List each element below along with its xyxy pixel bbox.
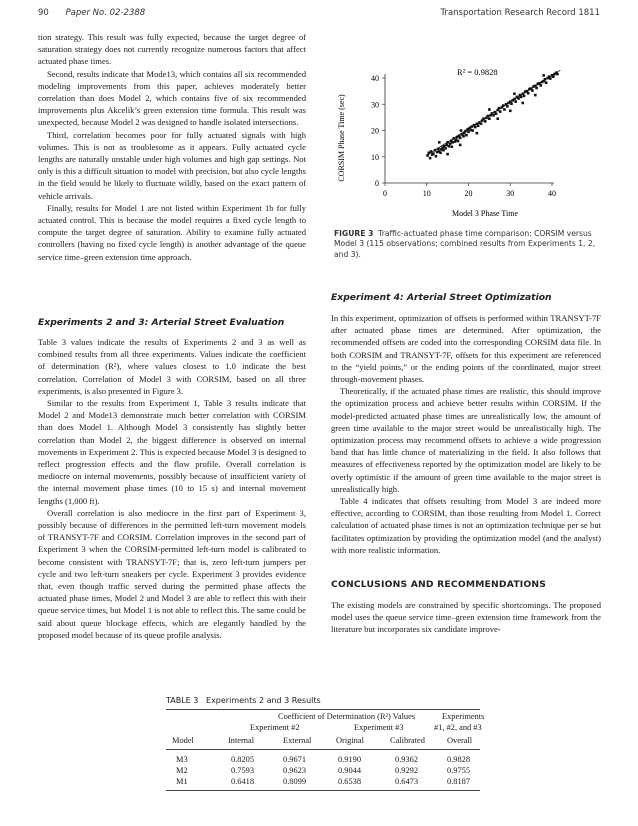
paragraph: tion strategy. This result was fully expected, because the target degree of saturation strategy does not currently recognize numerous factors that affect actuated phase times. — [38, 32, 306, 67]
data-point — [477, 124, 480, 127]
column-header: Model — [172, 736, 194, 745]
paragraph: Finally, results for Model 1 are not listed within Experiment 1b for fully actuated control. This is because the model requires a fixed cycle length to compute the target degree of saturation. Ability to examine fully actuated controllers (having no fixed cycle length) is another advantage of the queue service time–green extension time approach. — [38, 202, 306, 262]
data-point — [446, 153, 449, 156]
data-point — [514, 100, 517, 103]
data-point — [449, 142, 452, 145]
x-tick-label: 30 — [506, 189, 515, 198]
table-title — [166, 696, 321, 705]
x-tick-label: 40 — [548, 189, 556, 198]
data-point — [432, 152, 435, 155]
figure-label: FIGURE 3 — [334, 229, 374, 238]
figure-caption-text: Traffic-actuated phase time comparison: CORSIM versus Model 3 (115 observations; combined results from Experiments 1, 2, and 3). — [334, 229, 596, 259]
data-point — [539, 84, 542, 87]
section-heading: CONCLUSIONS AND RECOMMENDATIONS — [331, 579, 547, 590]
x-tick-label: 0 — [383, 189, 387, 198]
data-point — [535, 87, 538, 90]
y-tick-label: 10 — [371, 152, 379, 162]
data-point — [521, 102, 524, 105]
y-tick-label: 40 — [371, 74, 379, 83]
experiment-2-header: Experiment #2 — [250, 723, 300, 732]
left-column-bottom — [38, 336, 306, 641]
table-cell: 0.9671 — [283, 755, 307, 764]
data-point — [488, 108, 491, 111]
paragraph: The existing models are constrained by specific shortcomings. The proposed model uses the queue service time–green extension time framework from the literature but incorporates six candidate improve- — [331, 600, 601, 635]
data-point — [506, 105, 509, 108]
experiments-subheader: #1, #2, and #3 — [434, 723, 482, 732]
data-point — [446, 141, 449, 144]
data-point — [517, 97, 520, 100]
data-point — [496, 117, 499, 120]
data-point — [480, 122, 483, 125]
column-header: Overall — [447, 736, 473, 745]
data-point — [474, 126, 477, 129]
data-point — [484, 120, 487, 123]
experiment-3-header: Experiment #3 — [354, 723, 404, 732]
paragraph: Table 3 values indicate the results of Experiments 2 and 3 as well as combined results from all three experiments. Values indicate the coefficient of determination (R²), where values closest to 1.0 indicate the best correlation. Correlation of Model 3 with CORSIM, based on all three experiments, is also presented in Figure 3. — [38, 337, 306, 396]
table-cell: 0.8099 — [283, 777, 307, 786]
right-column-top — [331, 312, 601, 556]
group-header: Coefficient of Determination (R²) Values — [278, 712, 416, 721]
table-cell: 0.9623 — [283, 766, 307, 775]
data-point — [499, 110, 502, 113]
figure-caption — [334, 229, 596, 260]
paragraph: Table 4 indicates that offsets resulting from Model 3 are indeed more effective, according to CORSIM, than those resulting from Model 1. Correct calculation of actuated phase times is not an optimization technique per se but facilitates optimization by providing the optimization model (and the analyst) with more realistic information. — [331, 496, 601, 555]
table-label: TABLE 3 — [166, 696, 199, 705]
data-point — [465, 134, 468, 137]
data-point — [451, 145, 454, 148]
data-point — [509, 110, 512, 113]
scatter-chart — [330, 50, 602, 222]
left-column-top — [38, 31, 306, 263]
table-cell: 0.9755 — [447, 766, 471, 775]
paragraph: In this experiment, optimization of offsets is performed within TRANSYT-7F after actuated phase times are determined. After optimization, the recommended offsets are coded into the corresponding CORSIM data file. In both CORSIM and TRANSYT-7F, offsets for this experiment are referenced to the “yield points,” or the ending points of the coordinated, major street through-movement phases. — [331, 313, 601, 385]
data-point — [534, 94, 537, 97]
column-header: Internal — [228, 736, 255, 745]
paragraph: Overall correlation is also mediocre in the first part of Experiment 3, possibly because of differences in the permitted left-turn movement models of TRANSYT-7F and CORSIM. Correlation improves in the second part of Experiment 3 when the CORSIM-permitted left-turn model is calibrated to become consistent with TRANSYT-7F; that is, zero left-turn jumpers per cycle and two left-turn sneakers per cycle. Experiment 3 provides evidence that, even though traffic served during the permitted phase affects the actuated phase times, Model 2 and Model 3 are able to reflect this with their queue service times, but Model 1 is not able to reflect this. The same could be said about queue blockage effects, which are elegantly handled by the proposed model because of its queue profile analysis. — [38, 507, 306, 640]
data-point — [437, 148, 440, 151]
table-cell: 0.7593 — [231, 766, 255, 775]
experiments-header: Experiments — [442, 712, 485, 721]
data-point — [513, 98, 516, 101]
paper-number: Paper No. 02-2388 — [65, 8, 146, 18]
table-cell: 0.6538 — [338, 777, 362, 786]
column-header: Calibrated — [390, 736, 425, 745]
data-point — [527, 92, 530, 95]
data-point — [426, 154, 429, 157]
data-point — [556, 73, 559, 76]
paragraph: Similar to the results from Experiment 1, Table 3 results indicate that Model 2 and Mode13 demonstrate much better correlation with CORSIM than does Model 1. Although Model 3 consistently has slightly better correlation than Model 2, the biggest difference is observed on internal movements in Experiment 2. This is expected because Model 3 is designed to reflect progression effects and the flow profile. Overall correlation is mediocre on internal movements, possibly because of insufficient variety of the internal movement phase times (10 to 15 s) and internal movement lengths (1,000 ft). — [38, 398, 306, 506]
data-point — [502, 104, 505, 107]
data-point — [429, 157, 432, 160]
data-point — [459, 137, 462, 140]
data-point — [471, 129, 474, 132]
data-point — [488, 117, 491, 120]
data-point — [430, 150, 433, 153]
data-point — [460, 129, 463, 132]
table-cell: 0.9828 — [447, 755, 471, 764]
column-header: Original — [336, 736, 364, 745]
data-point — [482, 117, 485, 120]
data-point — [459, 144, 462, 147]
running-header-left — [38, 8, 145, 18]
table-bottom-rule — [166, 790, 480, 791]
data-point — [549, 77, 552, 80]
paragraph: Second, results indicate that Mode13, which contains all six recommended modeling improvements from this paper, achieves moderately better correlation than does Model 2, which contains five of six recommended improvements plus Akcelik’s green extension time formula. This result was unexpected, because Model 2 was designed to handle isolated intersections. — [38, 68, 306, 128]
table-cell: 0.6418 — [231, 777, 255, 786]
data-point — [438, 141, 441, 144]
data-point — [531, 89, 534, 92]
table-title-text: Experiments 2 and 3 Results — [206, 696, 321, 705]
table-cell: 0.6473 — [395, 777, 419, 786]
y-tick-label: 0 — [375, 179, 379, 188]
section-heading: Experiments 2 and 3: Arterial Street Evaluation — [38, 317, 285, 328]
data-point — [523, 95, 526, 98]
table-cell: 0.9362 — [395, 755, 419, 764]
table-cell: M1 — [176, 777, 188, 786]
data-point — [503, 108, 506, 111]
x-axis-label: Model 3 Phase Time — [451, 209, 519, 218]
y-tick-label: 20 — [371, 126, 379, 136]
data-point — [542, 74, 545, 77]
x-tick-label: 10 — [422, 189, 431, 198]
data-point — [544, 78, 547, 81]
section-heading: Experiment 4: Arterial Street Optimization — [331, 292, 552, 303]
data-point — [486, 115, 489, 118]
table-top-rule — [166, 709, 480, 710]
y-axis-label: CORSIM Phase Time (sec) — [337, 94, 346, 182]
data-point — [462, 135, 465, 138]
right-column-bottom — [331, 599, 601, 636]
table-cell: 0.9044 — [338, 766, 362, 775]
data-point — [457, 140, 460, 143]
data-point — [448, 145, 451, 148]
table-cell: 0.8205 — [231, 755, 255, 764]
column-header: External — [283, 736, 312, 745]
data-point — [513, 92, 516, 95]
data-point — [451, 141, 454, 144]
y-tick-label: 30 — [371, 100, 379, 110]
page-number: 90 — [38, 8, 49, 18]
x-tick-label: 20 — [464, 189, 473, 198]
data-point — [439, 152, 442, 155]
table-cell: M2 — [176, 766, 188, 775]
data-point — [545, 81, 548, 84]
data-point — [510, 102, 513, 105]
data-point — [444, 147, 447, 150]
r-squared-annotation: R² = 0.9828 — [457, 67, 498, 77]
data-point — [495, 112, 498, 115]
data-point — [492, 114, 495, 117]
paragraph: Theoretically, if the actuated phase times are realistic, this should improve the optimization process and achieve better results within CORSIM. If the model-predicted actuated phase times are unrealistically low, the amount of green time available to the major street would be unrealistically high. The optimization process may recommend offsets to achieve a wide progression band that has little chance of materializing in the field. It also follows that measures of effectiveness reported by the optimization model are likely to be overly optimistic if the amount of green time available to the major street is unrealistically high. — [331, 386, 601, 494]
data-point — [476, 132, 479, 135]
journal-title: Transportation Research Record 1811 — [440, 8, 600, 18]
paragraph: Third, correlation becomes poor for fully actuated signals with high volumes. This is not as troublesome as it appears. Fully actuated cycle lengths are naturally unstable under high volumes and high gap settings. Not only is this a difficult situation to model with precision, but also cycle lengths in the field would be likely to fluctuate wildly, based on the exact pattern of vehicle arrivals. — [38, 129, 306, 201]
table-cell: M3 — [176, 755, 188, 764]
data-point — [498, 107, 501, 110]
data-point — [552, 75, 555, 78]
table-header-rule — [166, 749, 480, 750]
table-cell: 0.9190 — [338, 755, 362, 764]
data-point — [435, 155, 438, 158]
table-cell: 0.8187 — [447, 777, 471, 786]
results-table — [166, 709, 485, 786]
table-cell: 0.9292 — [395, 766, 419, 775]
data-point — [520, 96, 523, 99]
